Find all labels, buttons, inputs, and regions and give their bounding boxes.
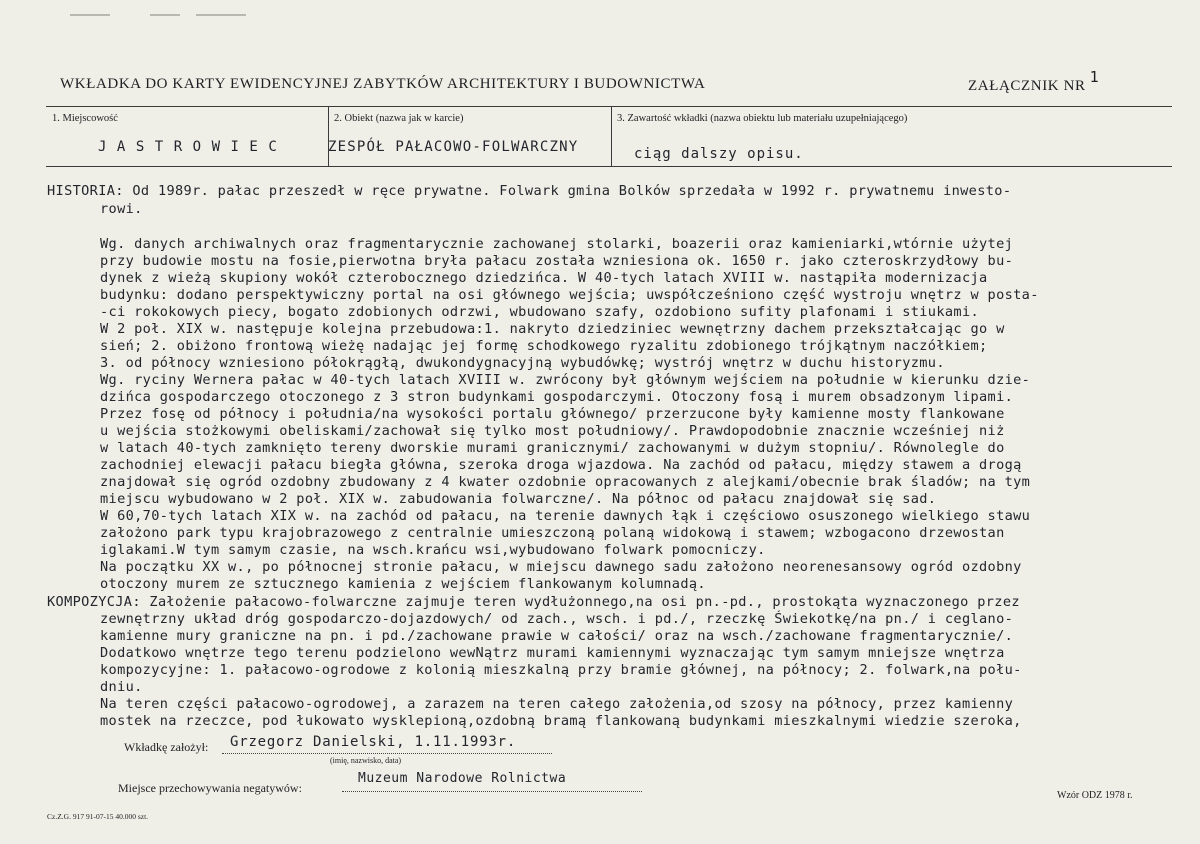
storage-dotted-line: [342, 791, 642, 792]
body-line: otoczony murem ze sztucznego kamienia z wejściem flankowanym kolumnadą.: [100, 576, 706, 592]
header-rule: [46, 106, 1172, 107]
body-line: Na teren części pałacowo-ogrodowej, a zarazem na teren całego założenia,od szosy na północy, przez kamienny: [100, 696, 1014, 712]
body-line: mostek na rzeczce, pod łukowato wysklepioną,ozdobną bramą flankowaną budynkami mieszkalnymi wiedzie szeroka,: [100, 713, 1022, 729]
field-divider: [328, 106, 329, 166]
annex-label: ZAŁĄCZNIK NR: [968, 78, 1086, 94]
body-line: kamienne mury graniczne na pn. i pd./zachowane prawie w całości/ oraz na wsch./zachowane fragmentarycznie/.: [100, 628, 1014, 644]
body-line: w latach 40-tych zamknięto tereny dworskie murami granicznymi/ zachowanymi w dużym stopniu/. Równolegle do: [100, 440, 1005, 456]
body-line: -ci rokokowych piecy, bogato zdobionych odrzwi, wbudowano szafy, ozdobiono sufity plafonami i stiukami.: [100, 304, 980, 320]
body-line: u wejścia stożkowymi obeliskami/zachował się tylko most południowy/. Prawdopodobnie znacznie wcześniej niż: [100, 423, 1005, 439]
body-line: W 60,70-tych latach XIX w. na zachód od pałacu, na terenie dawnych łąk i częściowo osuszonego wielkiego stawu: [100, 508, 1031, 524]
body-line: rowi.: [100, 201, 143, 217]
body-line: zachodniej elewacji pałacu biegła główna, szeroka droga wjazdowa. Na zachód od pałacu, między stawem a drogą: [100, 457, 1022, 473]
form-title: WKŁADKA DO KARTY EWIDENCYJNEJ ZABYTKÓW ARCHITEKTURY I BUDOWNICTWA: [60, 76, 706, 92]
body-line: dzińca gospodarczego otoczonego z 3 stron budynkami gospodarczymi. Otoczony fosą i murem obsadzonym lipami.: [100, 389, 1014, 405]
place-value: JASTROWIEC: [98, 139, 288, 155]
paper-edge-mark: [196, 14, 246, 16]
author-label: Wkładkę założył:: [124, 740, 209, 754]
printer-imprint: Cz.Z.G. 917 91-07-15 40.000 szt.: [47, 812, 149, 821]
body-line: Na początku XX w., po północnej stronie pałacu, w miejscu dawnego sadu założono neorenesansowy ogród ozdobny: [100, 559, 1022, 575]
author-hint: (imię, nazwisko, data): [330, 756, 402, 765]
annex-heading: [968, 68, 1100, 95]
fields-bottom-rule: [46, 166, 1172, 167]
body-line: założono park typu krajobrazowego z centralnie umieszczoną polaną widokową i stawem; wzbogacono drzewostan: [100, 525, 1005, 541]
place-label: 1. Miejscowość: [52, 113, 118, 124]
body-line: Przez fosę od północy i południa/na wysokości portalu głównego/ przerzucone były kamienne mosty flankowane: [100, 406, 1005, 422]
body-line: dynek z wieżą skupiony wokół czterobocznego dziedzińca. W 40-tych latach XVIII w. nastąpiła modernizacja: [100, 270, 988, 286]
author-dotted-line: [222, 753, 552, 754]
paper-edge-mark: [70, 14, 110, 16]
field-divider: [611, 106, 612, 166]
body-line: Dodatkowo wnętrze tego terenu podzielono wewNątrz murami kamiennymi wyznaczając tym samym mniejsze wnętrza: [100, 645, 1005, 661]
body-line: sień; 2. obiżono frontową wieżę nadając jej formę schodkowego ryzalitu zdobionego trójkątnym naczółkiem;: [100, 338, 988, 354]
body-line: przy budowie mostu na fosie,pierwotna bryła pałacu została wzniesiona ok. 1650 r. jako czteroskrzydłowy bu-: [100, 253, 1014, 269]
body-line: znajdował się ogród ozdobny zbudowany z 4 kwater ozdobnie opracowanych z alejkami/obecnie brak śladów; na tym: [100, 474, 1031, 490]
annex-number: 1: [1089, 68, 1100, 86]
body-line: Wg. ryciny Wernera pałac w 40-tych latach XVIII w. zwrócony był głównym wejściem na południe w kierunku dzie-: [100, 372, 1031, 388]
form-pattern-id: Wzór ODZ 1978 r.: [1057, 790, 1133, 801]
author-value: Grzegorz Danielski, 1.11.1993r.: [230, 734, 517, 750]
body-line: Wg. danych archiwalnych oraz fragmentarycznie zachowanej stolarki, boazerii oraz kamieniarki,wtórnie użytej: [100, 236, 1014, 252]
object-label: 2. Obiekt (nazwa jak w karcie): [334, 113, 464, 124]
body-line: kompozycyjne: 1. pałacowo-ogrodowe z kolonią mieszkalną przy bramie głównej, na północy; 2. folwark,na połu-: [100, 662, 1022, 678]
body-line: HISTORIA: Od 1989r. pałac przeszedł w ręce prywatne. Folwark gmina Bolków sprzedała w 1992 r. prywatnemu inwesto-: [47, 183, 1012, 199]
paper-edge-mark: [150, 14, 180, 16]
body-line: 3. od północy wzniesiono półokrągłą, dwukondygnacyjną wybudówkę; wystrój wnętrz w duchu historyzmu.: [100, 355, 945, 371]
storage-label: Miejsce przechowywania negatywów:: [118, 781, 302, 795]
body-line: iglakami.W tym samym czasie, na wsch.krańcu wsi,wybudowano folwark pomocniczy.: [100, 542, 766, 558]
contents-label: 3. Zawartość wkładki (nazwa obiektu lub materiału uzupełniającego): [617, 113, 908, 124]
contents-value: ciąg dalszy opisu.: [634, 146, 804, 162]
body-line: W 2 poł. XIX w. następuje kolejna przebudowa:1. nakryto dziedziniec wewnętrzny dachem przekształcając go w: [100, 321, 1005, 337]
body-line: zewnętrzny układ dróg gospodarczo-dojazdowych/ od zach., wsch. i pd./, rzeczkę Świekotkę/na pn./ i ceglano-: [100, 611, 1014, 627]
body-line: dniu.: [100, 679, 143, 695]
object-value: ZESPÓŁ PAŁACOWO-FOLWARCZNY: [328, 139, 579, 155]
body-line: miejscu wybudowano w 2 poł. XIX w. zabudowania folwarczne/. Na północ od pałacu znajdował się sad.: [100, 491, 937, 507]
body-line: KOMPOZYCJA: Założenie pałacowo-folwarczne zajmuje teren wydłużonnego,na osi pn.-pd., prostokąta wyznaczonego przez: [47, 594, 1020, 610]
body-line: budynku: dodano perspektywiczny portal na osi głównego wejścia; uwspółcześniono część wystroju wnętrz w posta-: [100, 287, 1039, 303]
storage-value: Muzeum Narodowe Rolnictwa: [358, 771, 567, 786]
